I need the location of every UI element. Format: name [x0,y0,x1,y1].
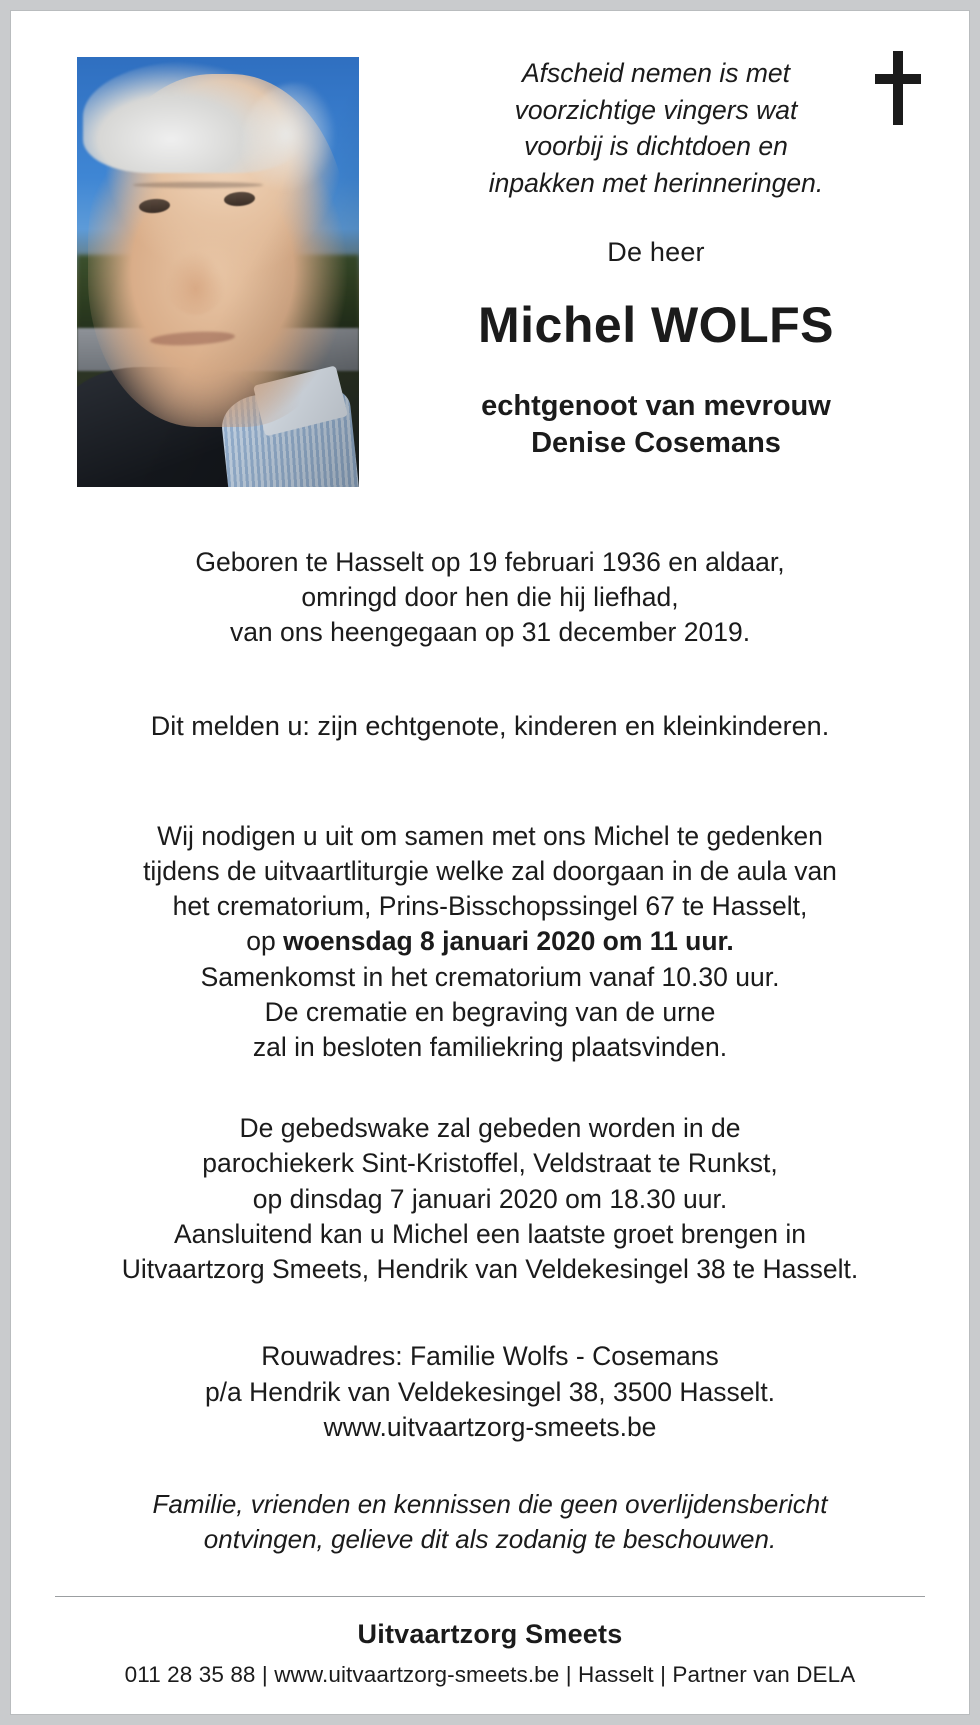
header-text-block [359,43,935,461]
memorial-card-inner [10,10,970,1715]
deceased-name: Michel WOLFS [478,297,834,354]
service-datetime: woensdag 8 januari 2020 om 11 uur. [283,926,734,957]
latin-cross-icon [871,51,925,125]
wake-location-line: parochiekerk Sint-Kristoffel, Veldstraat te Runkst, [202,1148,778,1179]
wake-block [55,1111,925,1287]
poem-line: voorbij is dichtdoen en [524,131,788,162]
footer-section [11,1597,969,1688]
funeral-home-name: Uitvaartzorg Smeets [357,1619,623,1650]
condolence-address-line: Rouwadres: Familie Wolfs - Cosemans [261,1341,719,1372]
death-line: van ons heengegaan op 31 december 2019. [229,617,751,648]
cremation-line: De crematie en begraving van de urne [264,996,716,1027]
condolence-website[interactable]: www.uitvaartzorg-smeets.be [323,1411,657,1442]
cross-horizontal-bar [875,74,921,84]
visitation-line: Aansluitend kan u Michel een laatste groet brengen in [173,1218,806,1249]
notice-line: ontvingen, gelieve dit als zodanig te beschouwen. [203,1523,777,1554]
body-section [11,545,969,1556]
wake-line: De gebedswake zal gebeden worden in de [239,1113,741,1144]
condolence-address-block [55,1339,925,1445]
poem-line: Afscheid nemen is met [521,58,791,88]
invitation-datetime-line [55,924,925,959]
spouse-name: Denise Cosemans [531,426,781,459]
birth-line: Geboren te Hasselt op 19 februari 1936 en aldaar, [195,547,785,577]
notice-line: Familie, vrienden en kennissen die geen overlijdensbericht [152,1489,828,1520]
portrait-container [77,57,359,487]
cremation-line: zal in besloten familiekring plaatsvinden. [252,1032,728,1063]
poem-line: voorzichtige vingers wat [514,94,798,125]
cross-vertical-bar [893,51,903,125]
poem-line: inpakken met herinneringen. [488,167,824,198]
photo-shadow-layer [77,57,359,487]
invitation-line: tijdens de uitvaartliturgie welke zal doorgaan in de aula van [143,855,837,886]
funeral-home-contact: 011 28 35 88 | www.uitvaartzorg-smeets.be | Hasselt | Partner van DELA [124,1662,856,1688]
portrait-photo [77,57,359,487]
spouse-block [395,388,917,461]
birth-death-block [55,545,925,651]
gathering-line: Samenkomst in het crematorium vanaf 10.30 uur. [200,961,780,992]
invitation-venue-line: het crematorium, Prins-Bisschopssingel 67 te Hasselt, [172,891,808,922]
wake-datetime-line: op dinsdag 7 januari 2020 om 18.30 uur. [252,1183,728,1214]
datetime-prefix: op [246,926,284,957]
visitation-location-line: Uitvaartzorg Smeets, Hendrik van Veldekesingel 38 te Hasselt. [121,1254,859,1285]
general-notice [55,1487,925,1556]
death-location-line: omringd door hen die hij liefhad, [301,582,679,613]
condolence-address-line: p/a Hendrik van Veldekesingel 38, 3500 Hasselt. [204,1376,776,1407]
spouse-label: echtgenoot van mevrouw [481,390,831,423]
announcement-text: Dit melden u: zijn echtgenote, kinderen en kleinkinderen. [150,710,830,741]
invitation-line: Wij nodigen u uit om samen met ons Michel te gedenken [157,820,823,851]
header-section [11,11,969,487]
invitation-block [55,819,925,1066]
memorial-poem [395,55,917,201]
salutation: De heer [607,237,705,268]
